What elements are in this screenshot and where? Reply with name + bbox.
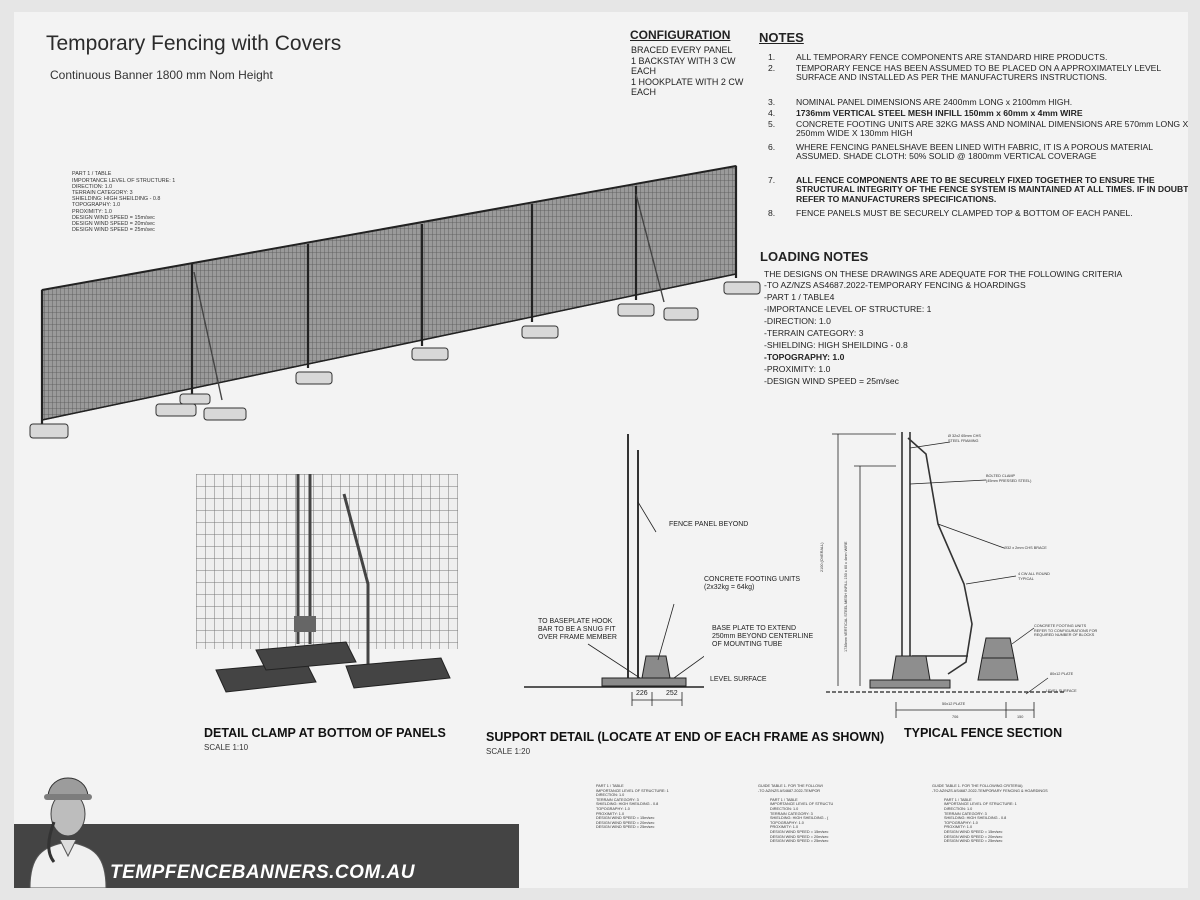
- note-item: 7. ALL FENCE COMPONENTS ARE TO BE SECURELY FIXED TOGETHER TO ENSURE THE STRUCTURAL INTEGRITY OF THE FENCE SYSTEM IS MAINTAINED AT ALL TIMES. IF IN DOUBT REFER TO MANUFACTURERS SPECIFICATIONS.: [768, 175, 1188, 204]
- loading-note-line: -PROXIMITY: 1.0: [764, 364, 831, 374]
- design-criteria-block: PART 1 / TABLE IMPORTANCE LEVEL OF STRUCTURE: 1 DIRECTION: 1.0 TERRAIN CATEGORY: 3 SHIELDING: HIGH SHEILDING - 0.8 TOPOGRAPHY: 1.0 PROXIMITY: 1.0 DESIGN WIND SPEED = 15m/sec DESIGN WIND SPEED = 20m/sec DESIGN WIND SPEED = 25m/sec: [72, 171, 176, 234]
- note-item: 1. ALL TEMPORARY FENCE COMPONENTS ARE STANDARD HIRE PRODUCTS.: [768, 52, 1108, 62]
- dimension-706: 706: [952, 715, 959, 719]
- dimension-150: 150: [1017, 715, 1024, 719]
- caption-detail-clamp: DETAIL CLAMP AT BOTTOM OF PANELS: [204, 726, 446, 740]
- loading-note-line: -IMPORTANCE LEVEL OF STRUCTURE: 1: [764, 304, 932, 314]
- support-detail-drawing: [524, 430, 704, 720]
- loading-note-line: THE DESIGNS ON THESE DRAWINGS ARE ADEQUATE FOR THE FOLLOWING CRITERIA: [764, 269, 1123, 279]
- note-item: 6. WHERE FENCING PANELSHAVE BEEN LINED WITH FABRIC, IT IS A POROUS MATERIAL ASSUMED. SHADE CLOTH: 50% SOLID @ 1800mm VERTICAL COVERAGE: [768, 142, 1153, 162]
- scale-detail-clamp: SCALE 1:10: [204, 743, 249, 752]
- label-plate-2: 50x12 PLATE: [942, 702, 966, 706]
- label-bolted-clamp: BOLTED CLAMP (45mm PRESSED STEEL): [986, 474, 1032, 483]
- loading-note-line: -TOPOGRAPHY: 1.0: [764, 352, 845, 362]
- label-baseplate-hook: TO BASEPLATE HOOK BAR TO BE A SNUG FIT OVER FRAME MEMBER: [538, 618, 617, 641]
- label-level-surface: LEVEL SURFACE: [710, 676, 767, 683]
- page-title: Temporary Fencing with Covers: [46, 32, 342, 55]
- label-concrete-footing: CONCRETE FOOTING UNITS (2x32kg = 64kg): [704, 576, 801, 591]
- loading-note-line: -SHIELDING: HIGH SHEILDING - 0.8: [764, 340, 908, 350]
- configuration-heading: CONFIGURATION: [630, 28, 731, 42]
- note-item: 5. CONCRETE FOOTING UNITS ARE 32KG MASS AND NOMINAL DIMENSIONS ARE 570mm LONG X 250mm WIDE X 130mm HIGH: [768, 119, 1188, 139]
- notes-heading: NOTES: [759, 30, 804, 45]
- configuration-list: BRACED EVERY PANEL 1 BACKSTAY WITH 3 CW EACH 1 HOOKPLATE WITH 2 CW EACH: [631, 45, 744, 97]
- note-item: 4. 1736mm VERTICAL STEEL MESH INFILL 150mm x 60mm x 4mm WIRE: [768, 108, 1083, 118]
- label-base-plate: BASE PLATE TO EXTEND 250mm BEYOND CENTERLINE OF MOUNTING TUBE: [712, 625, 814, 648]
- worker-figure: [20, 752, 116, 888]
- caption-support-detail: SUPPORT DETAIL (LOCATE AT END OF EACH FRAME AS SHOWN): [486, 730, 885, 744]
- label-level-surface-section: LEVEL SURFACE: [1046, 689, 1077, 693]
- footer-table-3: GUIDE TABLE 1. FOR THE FOLLOWING CRITERIA) -TO AZ/NZS AS4687.2022-TEMPORARY FENCING & HOARDINGS PART 1 / TABLE IMPORTANCE LEVEL OF STRUCTURE: 1 DIRECTION: 1.0 TERRAIN CATEGORY: 3 SHIELDING: HIGH SHEILDING - 0.8 TOPOGRAPHY: 1.0 PROXIMITY: 1.0 DESIGN WIND SPEED = 15m/sec DESIGN WIND SPEED = 20m/sec DESIGN WIND SPEED = 25m/sec: [932, 784, 1048, 844]
- label-brace: Ø32 x 2mm CHS BRACE: [1004, 546, 1047, 550]
- label-cw-round: 4 CW ALL ROUND TYPICAL: [1018, 572, 1050, 581]
- loading-note-line: -PART 1 / TABLE4: [764, 292, 835, 302]
- label-plate: 80x12 PLATE: [1050, 672, 1074, 676]
- detail-clamp-drawing: [196, 474, 458, 694]
- loading-note-line: -DIRECTION: 1.0: [764, 316, 831, 326]
- footer-table-2: GUIDE TABLE 1. FOR THE FOLLOWI -TO AZ/NZS AS4687.2022-TEMPOR PART 1 / TABLE IMPORTANCE LEVEL OF STRUCTU DIRECTION: 1.0 TERRAIN CATEGORY: 3 SHIELDING: HIGH SHEILDING - ( TOPOGRAPHY: 1.0 PROXIMITY: 1.0 DESIGN WIND SPEED = 15m/sec DESIGN WIND SPEED = 20m/sec DESIGN WIND SPEED = 25m/sec: [758, 784, 834, 844]
- note-item: 3. NOMINAL PANEL DIMENSIONS ARE 2400mm LONG x 2100mm HIGH.: [768, 97, 1073, 107]
- note-item: 2. TEMPORARY FENCE HAS BEEN ASSUMED TO BE PLACED ON A APPROXIMATELY LEVEL SURFACE AND INSTALLED AS PER THE MANUFACTURERS INSTRUCTIONS.: [768, 63, 1161, 83]
- loading-note-line: -TO AZ/NZS AS4687.2022-TEMPORARY FENCING & HOARDINGS: [764, 280, 1026, 290]
- label-fence-panel: FENCE PANEL BEYOND: [669, 521, 749, 528]
- brand-url[interactable]: TEMPFENCEBANNERS.COM.AU: [110, 862, 415, 883]
- caption-typical-section: TYPICAL FENCE SECTION: [904, 726, 1063, 740]
- dimension-1736: 1736mm VERTICAL STEEL MESH INFILL 150 x 60 x 4mm WIRE: [844, 541, 848, 652]
- scale-support-detail: SCALE 1:20: [486, 747, 531, 756]
- note-item: 8. FENCE PANELS MUST BE SECURELY CLAMPED TOP & BOTTOM OF EACH PANEL.: [768, 208, 1133, 218]
- dimension-2100: 2100 (OVERALL): [820, 542, 824, 572]
- footer-table-1: PART 1 / TABLE IMPORTANCE LEVEL OF STRUCTURE: 1 DIRECTION: 1.0 TERRAIN CATEGORY: 3 SHIELDING: HIGH SHEILDING - 0.8 TOPOGRAPHY: 1.0 PROXIMITY: 1.0 DESIGN WIND SPEED = 15m/sec DESIGN WIND SPEED = 20m/sec DESIGN WIND SPEED = 25m/sec: [596, 784, 669, 830]
- loading-note-line: -TERRAIN CATEGORY: 3: [764, 328, 864, 338]
- page-subtitle: Continuous Banner 1800 mm Nom Height: [50, 68, 273, 82]
- fence-perspective-drawing: [24, 162, 764, 442]
- loading-note-line: -DESIGN WIND SPEED = 25m/sec: [764, 376, 899, 386]
- label-concrete-footing-units: CONCRETE FOOTING UNITS REFER TO CONFIGURATIONS FOR REQUIRED NUMBER OF BLOCKS: [1034, 624, 1098, 638]
- label-top-frame: Ø 32x2 65mm CHS STEEL FRAMING: [948, 434, 981, 443]
- drawing-sheet: [14, 12, 1188, 888]
- dimension-252: 252: [666, 690, 678, 697]
- loading-notes-heading: LOADING NOTES: [760, 249, 869, 264]
- dimension-226: 226: [636, 690, 648, 697]
